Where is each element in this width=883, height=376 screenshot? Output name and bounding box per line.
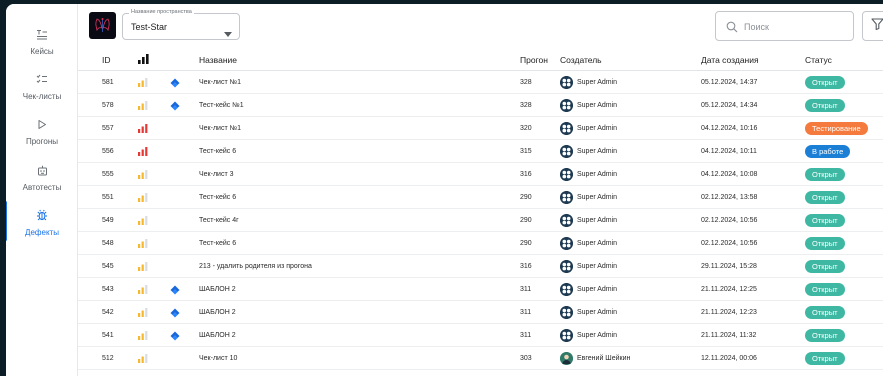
table-row[interactable]	[78, 140, 883, 163]
row-status	[805, 186, 845, 209]
row-id: 512	[102, 355, 114, 362]
priority-medium-icon	[138, 71, 148, 94]
priority-medium-icon	[138, 301, 148, 324]
row-name: Тест-кейс 6	[199, 194, 237, 201]
column-header-creator[interactable]: Создатель	[560, 55, 602, 65]
row-id: 545	[102, 263, 114, 270]
column-header-id[interactable]: ID	[102, 55, 111, 65]
priority-medium-icon	[138, 347, 148, 370]
row-run: 311	[520, 332, 532, 339]
row-run: 320	[520, 125, 532, 132]
row-creator	[560, 209, 617, 232]
row-creator	[560, 324, 617, 347]
row-name: Чек-лист 3	[199, 171, 234, 178]
sidebar-item-label: Автотесты	[22, 183, 62, 192]
row-date: 21.11.2024, 11:32	[701, 332, 757, 339]
row-creator-name: Super Admin	[577, 332, 618, 339]
status-badge[interactable]: Открыт	[805, 283, 845, 296]
row-creator	[560, 255, 617, 278]
avatar	[560, 145, 573, 158]
row-name: ШАБЛОН 2	[199, 332, 236, 339]
status-badge[interactable]: Открыт	[805, 306, 845, 319]
avatar	[560, 237, 573, 250]
sidebar-item-label: Дефекты	[25, 228, 59, 237]
row-status	[805, 301, 845, 324]
column-header-status[interactable]: Статус	[805, 55, 832, 65]
row-creator-name: Super Admin	[577, 217, 618, 224]
row-creator	[560, 301, 617, 324]
row-creator	[560, 232, 617, 255]
status-badge[interactable]: Открыт	[805, 329, 845, 342]
row-name: Тест-кейс №1	[199, 102, 244, 109]
status-badge[interactable]: Открыт	[805, 191, 845, 204]
sidebar-item-label: Чек-листы	[22, 92, 62, 101]
avatar	[560, 214, 573, 227]
row-creator	[560, 140, 617, 163]
row-date: 21.11.2024, 12:23	[701, 309, 757, 316]
row-name: Тест-кейс 6	[199, 148, 237, 155]
avatar	[560, 306, 573, 319]
row-name: Чек-лист №1	[199, 79, 241, 86]
column-header-date[interactable]: Дата создания	[701, 55, 759, 65]
priority-column-icon[interactable]	[138, 54, 149, 66]
app-window	[6, 4, 883, 376]
avatar	[560, 260, 573, 273]
row-date: 04.12.2024, 10:08	[701, 171, 758, 178]
row-run: 316	[520, 263, 532, 270]
sidebar-item-label: Прогоны	[25, 137, 58, 146]
row-date: 02.12.2024, 10:56	[701, 217, 758, 224]
row-status	[805, 117, 868, 140]
row-run: 303	[520, 355, 532, 362]
workspace-logo	[89, 12, 116, 39]
sidebar-item-checklists[interactable]	[6, 71, 78, 115]
avatar	[560, 122, 573, 135]
row-creator	[560, 278, 617, 301]
row-date: 02.12.2024, 13:58	[701, 194, 758, 201]
row-creator	[560, 186, 617, 209]
avatar	[560, 168, 573, 181]
table-body	[78, 71, 883, 370]
priority-medium-icon	[138, 232, 148, 255]
sidebar	[6, 4, 78, 376]
row-id: 542	[102, 309, 114, 316]
status-badge[interactable]: Открыт	[805, 76, 845, 89]
row-name: Тест-кейс 4г	[199, 217, 239, 224]
row-id: 557	[102, 125, 114, 132]
table-row[interactable]	[78, 94, 883, 117]
row-creator	[560, 71, 617, 94]
row-status	[805, 71, 845, 94]
row-creator-name: Super Admin	[577, 79, 618, 86]
row-creator	[560, 163, 617, 186]
workspace-select[interactable]	[122, 9, 240, 40]
jira-icon	[170, 71, 180, 94]
row-date: 05.12.2024, 14:34	[701, 102, 758, 109]
search-box[interactable]	[715, 11, 854, 41]
row-creator-name: Super Admin	[577, 263, 618, 270]
row-creator-name: Super Admin	[577, 240, 618, 247]
priority-medium-icon	[138, 324, 148, 347]
search-icon	[726, 20, 738, 38]
jira-icon	[170, 94, 180, 117]
table-row[interactable]	[78, 278, 883, 301]
workspace-select-label: Название пространства	[131, 9, 192, 15]
status-badge[interactable]: Открыт	[805, 352, 845, 365]
defects-table	[78, 48, 883, 370]
table-row[interactable]	[78, 301, 883, 324]
avatar	[560, 99, 573, 112]
row-id: 551	[102, 194, 114, 201]
row-run: 311	[520, 309, 532, 316]
sidebar-item-cases[interactable]	[6, 26, 78, 70]
row-id: 581	[102, 79, 114, 86]
row-creator-name: Super Admin	[577, 309, 618, 316]
filter-button[interactable]	[862, 11, 883, 41]
avatar	[560, 352, 573, 365]
table-row[interactable]	[78, 163, 883, 186]
workspace-select-value: Test-Star	[131, 22, 168, 32]
robot-icon	[37, 162, 48, 178]
row-run: 316	[520, 171, 532, 178]
priority-medium-icon	[138, 163, 148, 186]
row-creator	[560, 94, 617, 117]
row-status	[805, 324, 845, 347]
play-icon	[37, 116, 47, 132]
row-date: 21.11.2024, 12:25	[701, 286, 757, 293]
checklist-icon	[36, 71, 48, 87]
row-name: Чек-лист №1	[199, 125, 241, 132]
avatar	[560, 191, 573, 204]
row-creator-name: Super Admin	[577, 102, 618, 109]
row-id: 548	[102, 240, 114, 247]
row-status	[805, 347, 845, 370]
row-creator-name: Super Admin	[577, 171, 618, 178]
table-row[interactable]	[78, 209, 883, 232]
status-badge[interactable]: Открыт	[805, 260, 845, 273]
row-run: 311	[520, 286, 532, 293]
row-creator	[560, 117, 617, 140]
bug-icon	[36, 207, 48, 223]
row-id: 556	[102, 148, 114, 155]
row-date: 02.12.2024, 10:56	[701, 240, 758, 247]
status-badge[interactable]: Открыт	[805, 99, 845, 112]
top-bar	[78, 4, 883, 48]
test-cases-icon	[36, 26, 48, 42]
avatar	[560, 329, 573, 342]
priority-medium-icon	[138, 94, 148, 117]
search-input[interactable]	[744, 19, 844, 34]
row-id: 578	[102, 102, 114, 109]
row-name: ШАБЛОН 2	[199, 286, 236, 293]
table-header	[78, 48, 883, 71]
priority-medium-icon	[138, 278, 148, 301]
priority-medium-icon	[138, 209, 148, 232]
row-id: 555	[102, 171, 114, 178]
table-row[interactable]	[78, 324, 883, 347]
table-row[interactable]	[78, 347, 883, 370]
column-header-name[interactable]: Название	[199, 55, 237, 65]
row-creator	[560, 347, 630, 370]
sidebar-item-autotests[interactable]	[6, 162, 78, 206]
caret-down-icon	[224, 24, 232, 42]
row-status	[805, 278, 845, 301]
row-name: 213 - удалить родителя из прогона	[199, 263, 312, 270]
table-row[interactable]	[78, 117, 883, 140]
avatar	[560, 283, 573, 296]
row-status	[805, 94, 845, 117]
table-row[interactable]	[78, 255, 883, 278]
row-creator-name: Super Admin	[577, 286, 618, 293]
row-status	[805, 163, 845, 186]
priority-high-icon	[138, 140, 148, 163]
row-name: Тест-кейс 6	[199, 240, 237, 247]
status-badge[interactable]: Тестирование	[805, 122, 868, 135]
column-header-run[interactable]: Прогон	[520, 55, 548, 65]
sidebar-item-defects[interactable]	[6, 207, 78, 251]
status-badge[interactable]: Открыт	[805, 237, 845, 250]
row-date: 04.12.2024, 10:11	[701, 148, 757, 155]
priority-high-icon	[138, 117, 148, 140]
row-id: 549	[102, 217, 114, 224]
row-creator-name: Super Admin	[577, 125, 618, 132]
status-badge[interactable]: Открыт	[805, 214, 845, 227]
row-run: 328	[520, 79, 532, 86]
status-badge[interactable]: В работе	[805, 145, 850, 158]
table-row[interactable]	[78, 232, 883, 255]
row-id: 541	[102, 332, 114, 339]
row-date: 04.12.2024, 10:16	[701, 125, 758, 132]
filter-icon	[871, 17, 883, 35]
row-status	[805, 255, 845, 278]
row-name: ШАБЛОН 2	[199, 309, 236, 316]
table-row[interactable]	[78, 186, 883, 209]
status-badge[interactable]: Открыт	[805, 168, 845, 181]
row-date: 05.12.2024, 14:37	[701, 79, 758, 86]
table-row[interactable]	[78, 71, 883, 94]
row-run: 290	[520, 240, 532, 247]
sidebar-item-runs[interactable]	[6, 116, 78, 160]
priority-medium-icon	[138, 255, 148, 278]
avatar	[560, 76, 573, 89]
row-run: 290	[520, 194, 532, 201]
row-name: Чек-лист 10	[199, 355, 238, 362]
row-creator-name: Евгений Шейкин	[577, 355, 631, 362]
row-status	[805, 209, 845, 232]
row-status	[805, 232, 845, 255]
priority-medium-icon	[138, 186, 148, 209]
sidebar-item-label: Кейсы	[30, 47, 54, 56]
row-run: 328	[520, 102, 532, 109]
row-run: 290	[520, 217, 532, 224]
row-creator-name: Super Admin	[577, 194, 618, 201]
jira-icon	[170, 301, 180, 324]
jira-icon	[170, 278, 180, 301]
row-status	[805, 140, 850, 163]
row-date: 12.11.2024, 00:06	[701, 355, 757, 362]
row-run: 315	[520, 148, 532, 155]
row-creator-name: Super Admin	[577, 148, 618, 155]
row-id: 543	[102, 286, 114, 293]
row-date: 29.11.2024, 15:28	[701, 263, 757, 270]
jira-icon	[170, 324, 180, 347]
